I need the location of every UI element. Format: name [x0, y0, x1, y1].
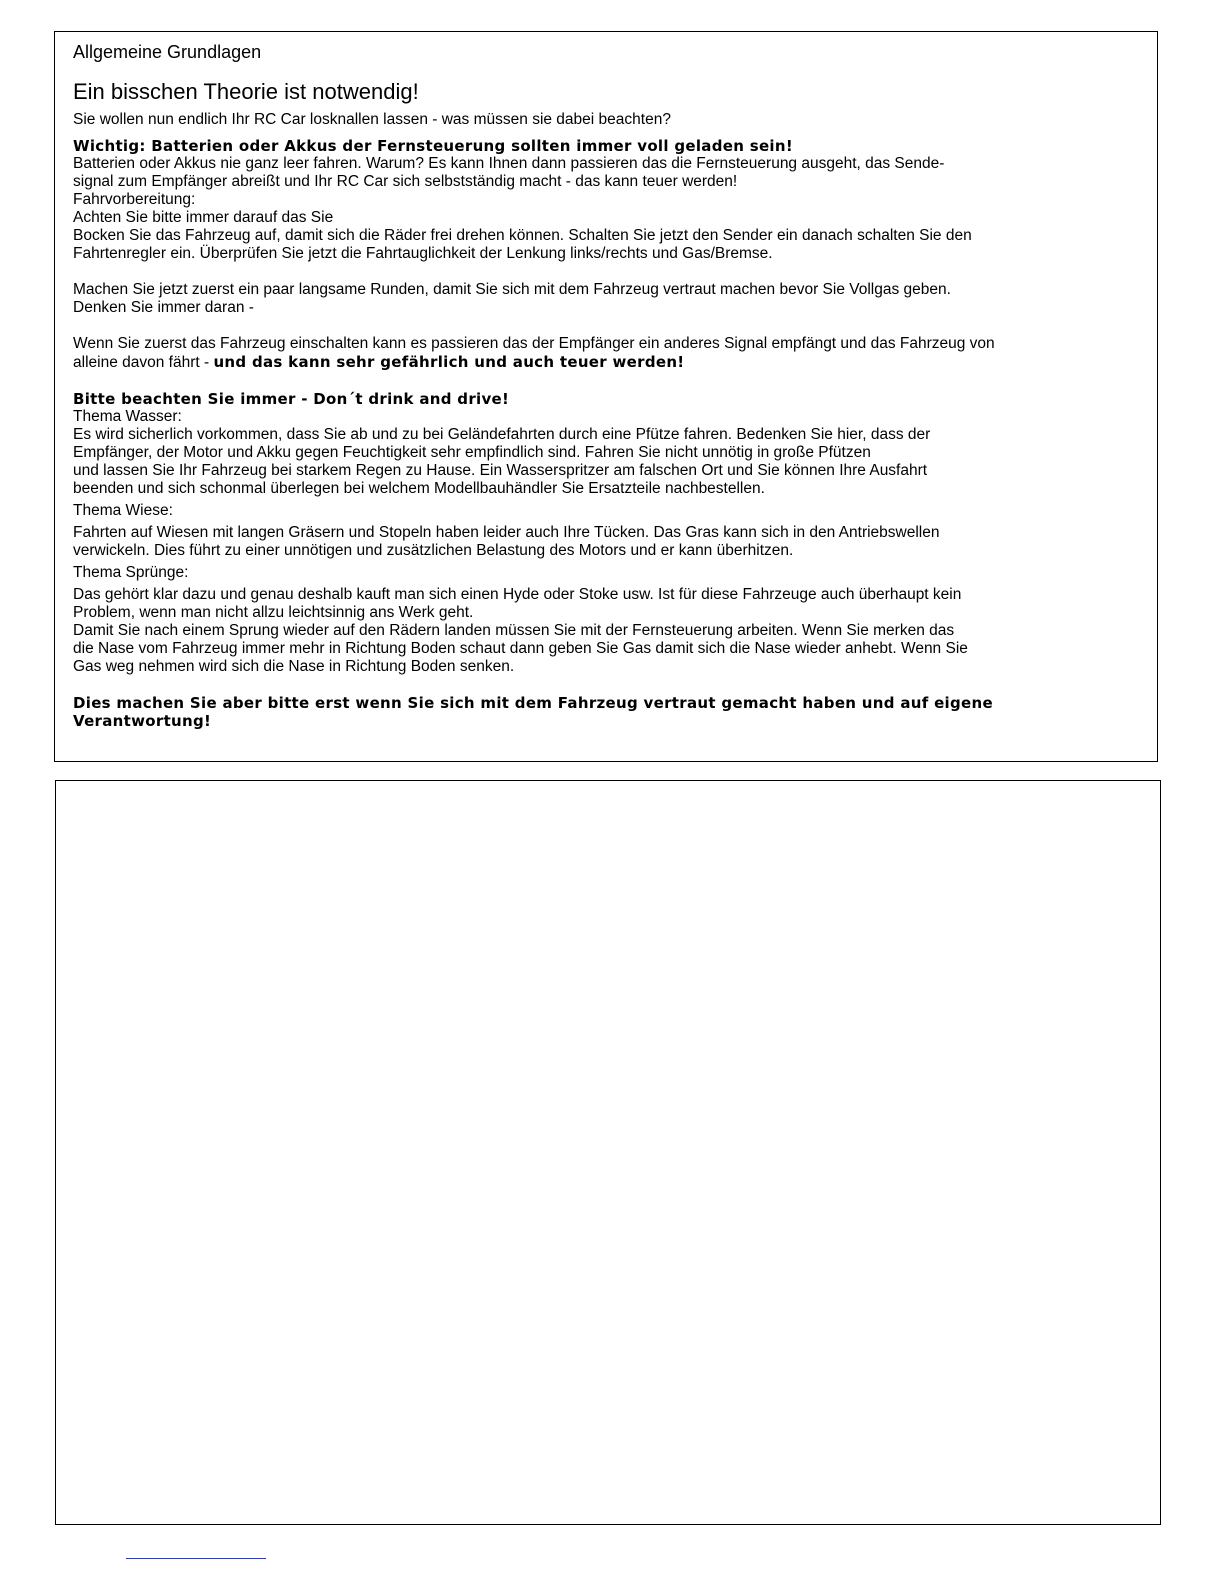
closing-line: Verantwortung! [73, 712, 212, 730]
page-heading: Ein bisschen Theorie ist notwendig! [73, 79, 419, 104]
jumps-text-line: die Nase vom Fahrzeug immer mehr in Richtung Boden schaut dann geben Sie Gas damit sich die Nase wieder anhebt. Wenn Sie [73, 640, 968, 657]
important-heading: Wichtig: Batterien oder Akkus der Fernsteuerung sollten immer voll geladen sein! [73, 137, 793, 155]
text-frame [54, 31, 1158, 762]
water-text-line: und lassen Sie Ihr Fahrzeug bei starkem Regen zu Hause. Ein Wasserspritzer am falschen Ort und Sie können Ihre Ausfahrt [73, 462, 928, 479]
water-text-line: Empfänger, der Motor und Akku gegen Feuchtigkeit sehr empfindlich sind. Fahren Sie nicht unnötig in große Pfützen [73, 444, 871, 461]
empty-frame [55, 780, 1161, 1525]
prep-label: Fahrvorbereitung: [73, 191, 196, 208]
section-label: Allgemeine Grundlagen [73, 42, 262, 62]
jumps-text-line: Gas weg nehmen wird sich die Nase in Richtung Boden senken. [73, 658, 515, 675]
jumps-text-line: Damit Sie nach einem Sprung wieder auf den Rädern landen müssen Sie mit der Fernsteuerung arbeiten. Wenn Sie merken das [73, 622, 955, 639]
meadow-label: Thema Wiese: [73, 502, 173, 519]
water-label: Thema Wasser: [73, 408, 182, 425]
drive-warning: Bitte beachten Sie immer - Don´t drink and drive! [73, 390, 510, 408]
warn-text-line [73, 353, 1139, 372]
water-text-line: beenden und sich schonmal überlegen bei welchem Modellbauhändler Sie Ersatzteile nachbestellen. [73, 480, 765, 497]
intro-text: Sie wollen nun endlich Ihr RC Car losknallen lassen - was müssen sie dabei beachten? [73, 111, 671, 128]
footnote-divider [126, 1558, 266, 1559]
slow-text-line: Machen Sie jetzt zuerst ein paar langsame Runden, damit Sie sich mit dem Fahrzeug vertraut machen bevor Sie Vollgas geben. [73, 281, 951, 298]
battery-text-line: signal zum Empfänger abreißt und Ihr RC Car sich selbstständig macht - das kann teuer werden! [73, 173, 738, 190]
prep-text-line: Fahrtenregler ein. Überprüfen Sie jetzt die Fahrtauglichkeit der Lenkung links/rechts und Gas/Bremse. [73, 245, 773, 262]
prep-attention: Achten Sie bitte immer darauf das Sie [73, 209, 334, 226]
water-text-line: Es wird sicherlich vorkommen, dass Sie ab und zu bei Geländefahrten durch eine Pfütze fahren. Bedenken Sie hier, dass der [73, 426, 931, 443]
meadow-text-line: verwickeln. Dies führt zu einer unnötigen und zusätzlichen Belastung des Motors und er kann überhitzen. [73, 542, 794, 559]
warn-text-bold: und das kann sehr gefährlich und auch teuer werden! [213, 353, 685, 371]
jumps-label: Thema Sprünge: [73, 564, 189, 581]
slow-text-line: Denken Sie immer daran - [73, 299, 254, 316]
warn-text-line: Wenn Sie zuerst das Fahrzeug einschalten kann es passieren das der Empfänger ein anderes Signal empfängt und das Fahrzeug von [73, 335, 995, 352]
closing-line: Dies machen Sie aber bitte erst wenn Sie sich mit dem Fahrzeug vertraut gemacht haben und auf eigene [73, 694, 993, 712]
battery-text-line: Batterien oder Akkus nie ganz leer fahren. Warum? Es kann Ihnen dann passieren das die Fernsteuerung ausgeht, das Sende- [73, 155, 945, 172]
jumps-text-line: Das gehört klar dazu und genau deshalb kauft man sich einen Hyde oder Stoke usw. Ist für diese Fahrzeuge auch überhaupt kein [73, 586, 962, 603]
warn-text-start: alleine davon fährt - [73, 354, 214, 371]
meadow-text-line: Fahrten auf Wiesen mit langen Gräsern und Stopeln haben leider auch Ihre Tücken. Das Gras kann sich in den Antriebswellen [73, 524, 940, 541]
prep-text-line: Bocken Sie das Fahrzeug auf, damit sich die Räder frei drehen können. Schalten Sie jetzt den Sender ein danach schalten Sie den [73, 227, 972, 244]
jumps-text-line: Problem, wenn man nicht allzu leichtsinnig ans Werk geht. [73, 604, 474, 621]
